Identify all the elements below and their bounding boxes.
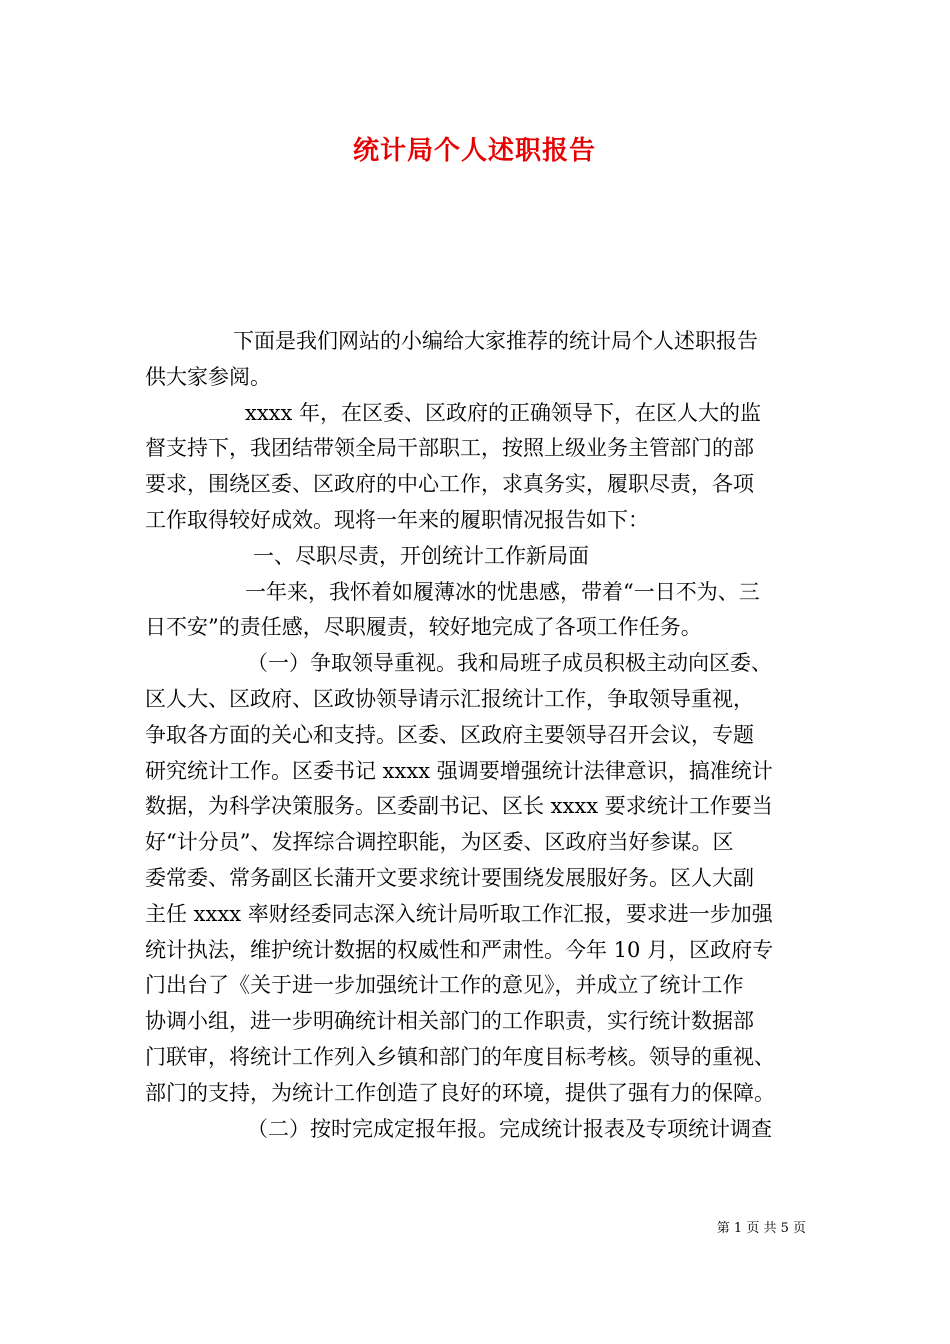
text-line: 日不安”的责任感，尽职履责，较好地完成了各项工作任务。 (145, 615, 702, 640)
text-line: （一）争取领导重视。我和局班子成员积极主动向区委、 (247, 651, 772, 676)
text-line: 数据，为科学决策服务。区委副书记、区长 xxxx 要求统计工作要当 (145, 794, 773, 819)
text-line: （二）按时完成定报年报。完成统计报表及专项统计调查 (247, 1116, 772, 1141)
text-line: 好“计分员”、发挥综合调控职能，为区委、区政府当好参谋。区 (145, 830, 734, 855)
page-footer: 第 1 页 共 5 页 (716, 1221, 806, 1236)
text-line: 门出台了《关于进一步加强统计工作的意见》，并成立了统计工作 (145, 973, 744, 998)
document-title: 统计局个人述职报告 (352, 136, 596, 166)
document-body (145, 324, 807, 1147)
text-line: 统计执法，维护统计数据的权威性和严肃性。今年 10 月，区政府专 (145, 937, 774, 962)
text-line: 下面是我们网站的小编给大家推荐的统计局个人述职报告 (233, 329, 758, 353)
text-line: 研究统计工作。区委书记 xxxx 强调要增强统计法律意识，搞准统计 (145, 758, 773, 783)
text-line: 一、尽职尽责，开创统计工作新局面 (253, 543, 589, 568)
text-line: 委常委、常务副区长蒲开文要求统计要围绕发展服好务。区人大副 (145, 865, 754, 890)
text-line: 区人大、区政府、区政协领导请示汇报统计工作，争取领导重视， (145, 686, 754, 711)
text-line: 督支持下，我团结带领全局干部职工，按照上级业务主管部门的部 (145, 436, 754, 461)
text-line: xxxx 年，在区委、区政府的正确领导下，在区人大的监 (245, 400, 762, 425)
text-line: 门联审，将统计工作列入乡镇和部门的年度目标考核。领导的重视、 (145, 1044, 775, 1069)
text-line: 一年来，我怀着如履薄冰的忧患感，带着“一日不为、三 (245, 579, 760, 604)
text-line: 部门的支持，为统计工作创造了良好的环境，提供了强有力的保障。 (145, 1080, 775, 1105)
text-line: 供大家参阅。 (145, 364, 271, 389)
text-line: 要求，围绕区委、区政府的中心工作，求真务实，履职尽责，各项 (145, 472, 754, 497)
text-line: 协调小组，进一步明确统计相关部门的工作职责，实行统计数据部 (145, 1009, 754, 1034)
text-line: 工作取得较好成效。现将一年来的履职情况报告如下： (145, 507, 649, 532)
text-line: 争取各方面的关心和支持。区委、区政府主要领导召开会议，专题 (145, 722, 754, 747)
text-line: 主任 xxxx 率财经委同志深入统计局听取工作汇报，要求进一步加强 (145, 901, 773, 926)
